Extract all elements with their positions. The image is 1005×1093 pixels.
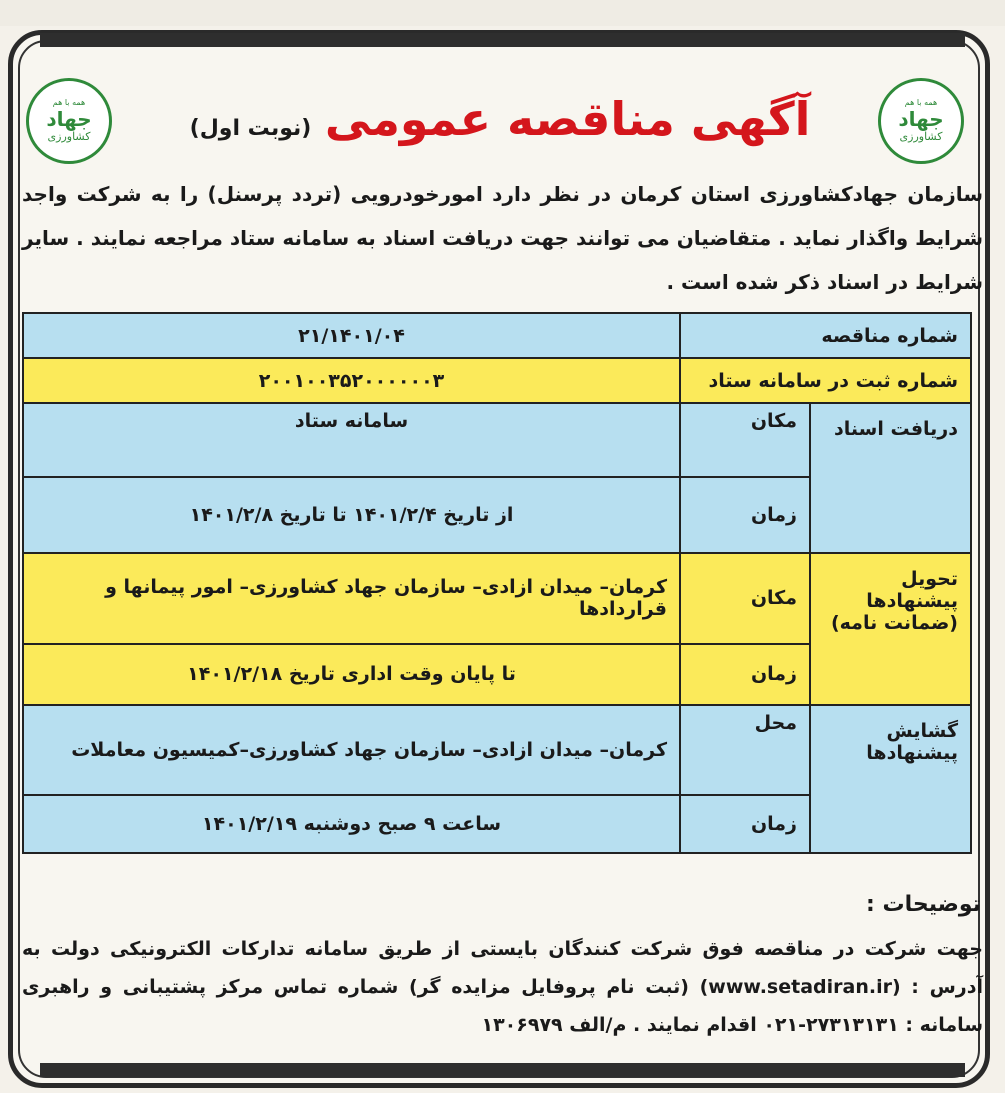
ad-title-sub: (نوبت اول) xyxy=(189,116,312,141)
jahad-logo-right xyxy=(878,78,964,164)
logo-name: جهاد xyxy=(898,107,944,131)
bottom-band xyxy=(40,1063,965,1077)
logo-tagline: همه با هم xyxy=(52,98,86,107)
ad-title-main: آگهی مناقصه عمومی xyxy=(324,92,811,146)
table-row-registration xyxy=(23,358,971,403)
jahad-logo-left xyxy=(26,78,112,164)
registration-label: شماره ثبت در سامانه ستاد xyxy=(680,358,971,403)
deliver-label: تحویل پیشنهادها (ضمانت نامه) xyxy=(810,553,971,705)
opening-label: گشایش پیشنهادها xyxy=(810,705,971,853)
opening-time-label: زمان xyxy=(680,795,810,853)
receive-time-value: از تاریخ ۱۴۰۱/۲/۴ تا تاریخ ۱۴۰۱/۲/۸ xyxy=(23,477,680,553)
deliver-place-label: مکان xyxy=(680,553,810,643)
notes-title: توضیحات : xyxy=(866,892,981,917)
tender-number-label: شماره مناقصه xyxy=(680,313,971,358)
logo-name: جهاد xyxy=(46,107,92,131)
table-row-deliver-place xyxy=(23,553,971,643)
opening-place-value: کرمان– میدان ازادی– سازمان جهاد کشاورزی–کمیسیون معاملات xyxy=(23,705,680,795)
intro-paragraph: سازمان جهادکشاورزی استان کرمان در نظر دارد امورخودرویی (تردد پرسنل) را به شرکت واجد شرایط واگذار نماید . متقاضیان می توانند جهت دریافت اسناد به سامانه ستاد مراجعه نمایند . سایر شرایط در اسناد ذکر شده است . xyxy=(22,182,983,294)
opening-time-value: ساعت ۹ صبح دوشنبه ۱۴۰۱/۲/۱۹ xyxy=(23,795,680,853)
logo-sub: کشاورزی xyxy=(47,130,91,143)
tender-info-table xyxy=(22,312,972,854)
table-row-tender-number xyxy=(23,313,971,358)
receive-place-label: مکان xyxy=(680,403,810,477)
table-row-opening-place xyxy=(23,705,971,795)
deliver-place-value: کرمان– میدان ازادی– سازمان جهاد کشاورزی– امور پیمانها و قراردادها xyxy=(23,553,680,643)
top-band xyxy=(40,33,965,47)
opening-place-label: محل xyxy=(680,705,810,795)
receive-place-value: سامانه ستاد xyxy=(23,403,680,477)
registration-value: ۲۰۰۱۰۰۳۵۲۰۰۰۰۰۰۳ xyxy=(23,358,680,403)
notes-paragraph: جهت شرکت در مناقصه فوق شرکت کنندگان بایستی از طریق سامانه تدارکات الکترونیکی دولت به آدرس : (www.setadiran.ir) (ثبت نام پروفایل مزایده گر) شماره تماس مرکز پشتیبانی و راهبری سامانه : ۲۷۳۱۳۱۳۱-۰۲۱ اقدام نمایند . م/الف ۱۳۰۶۹۷۹ xyxy=(22,938,983,1036)
logo-tagline: همه با هم xyxy=(904,98,938,107)
tender-number-value: ۲۱/۱۴۰۱/۰۴ xyxy=(23,313,680,358)
deliver-time-label: زمان xyxy=(680,644,810,706)
ad-title xyxy=(180,92,820,146)
table-row-receive-place xyxy=(23,403,971,477)
logo-sub: کشاورزی xyxy=(899,130,943,143)
receive-docs-label: دریافت اسناد xyxy=(810,403,971,553)
page-top-strip xyxy=(0,0,1005,26)
deliver-time-value: تا پایان وقت اداری تاریخ ۱۴۰۱/۲/۱۸ xyxy=(23,644,680,706)
receive-time-label: زمان xyxy=(680,477,810,553)
